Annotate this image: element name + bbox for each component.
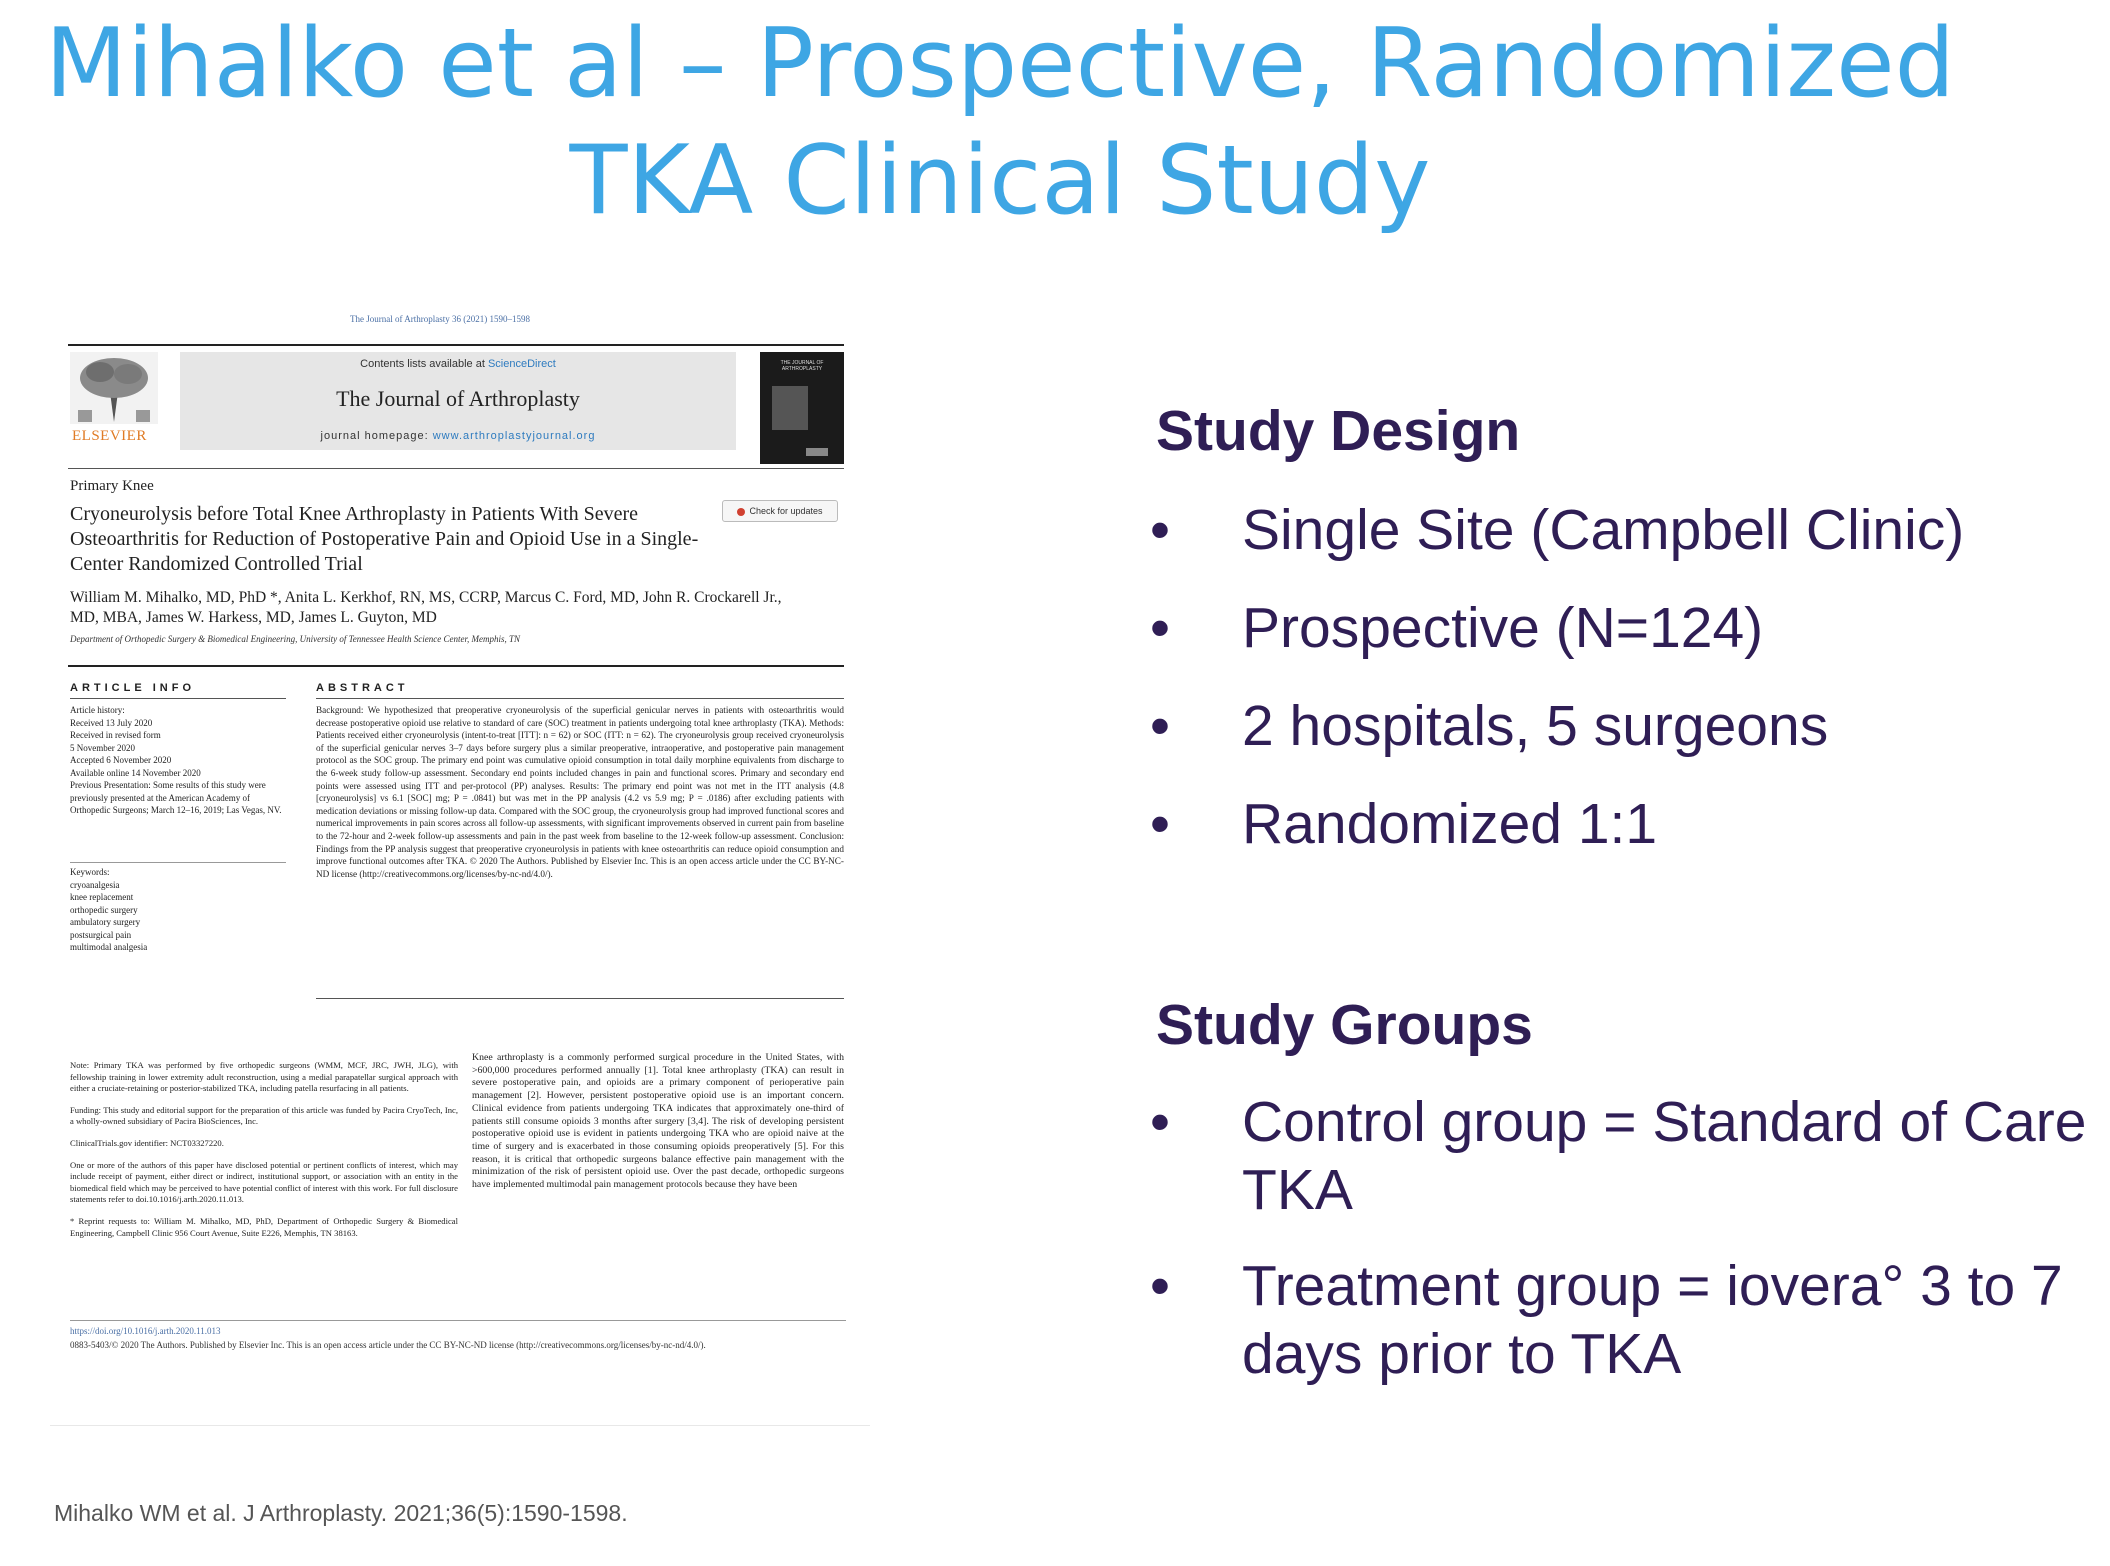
elsevier-tree-logo bbox=[70, 352, 158, 424]
doi-link[interactable]: https://doi.org/10.1016/j.arth.2020.11.013 bbox=[70, 1326, 221, 1336]
check-for-updates-badge[interactable]: Check for updates bbox=[722, 500, 838, 522]
slide-title bbox=[0, 6, 2000, 240]
bullet-marker: • bbox=[1150, 792, 1170, 856]
article-page-image bbox=[50, 300, 870, 1430]
cover-logo bbox=[806, 448, 828, 456]
bullet-marker: • bbox=[1150, 1254, 1170, 1318]
abstract-rule bbox=[316, 698, 844, 699]
groups-bullet-text: Treatment group = iovera° 3 to 7 days prior to TKA bbox=[1242, 1254, 2063, 1386]
design-bullet-text: Prospective (N=124) bbox=[1242, 596, 1764, 660]
footnote-reprints: * Reprint requests to: William M. Mihalko, MD, PhD, Department of Orthopedic Surgery & Biomedical Engineering, Campbell Clinic 956 Court Avenue, Suite E226, Memphis, TN 38163. bbox=[70, 1215, 458, 1238]
bullet-marker: • bbox=[1150, 694, 1170, 758]
bullet-marker: • bbox=[1150, 596, 1170, 660]
abstract-end-rule bbox=[316, 998, 844, 999]
journal-name: The Journal of Arthroplasty bbox=[336, 386, 580, 411]
journal-masthead bbox=[180, 352, 736, 450]
abstract-text: Background: We hypothesized that preoperative cryoneurolysis of the superficial genicular nerves in patients with osteoarthritis would decrease postoperative opioid use relative to standard of care (SOC) treatment in patients undergoing total knee arthroplasty (TKA). Methods: Patients received either cryoneurolysis (intent-to-treat [ITT]: n = 62) or SOC (ITT: n = 62). The cryoneurolysis group received cryoneurolysis of the superficial genicular nerves 3–7 days before surgery plus a similar preoperative, intraoperative, and postoperative pain management protocol as the SOC group. The primary end point was cumulative opioid consumption in total daily morphine equivalents from discharge to the 6-week study follow-up assessment. Secondary end points included changes in pain and functional scores. Primary and secondary end points were assessed using ITT and per-protocol (PP) analyses. Results: The primary end point was not met in the ITT analysis (4.8 [cryoneurolysis] vs 6.1 [SOC] mg; P = .0841) but was met in the PP analysis (4.2 vs 5.9 mg; P = .0186) after excluding patients with medication deviations or missing follow-up data. Compared with the SOC group, the cryoneurolysis group had improved functional scores and numerical improvements in pain scores across all follow-up assessments, with significant improvements observed in current pain from baseline to the 72-hour and 2-week follow-up assessments and pain in the past week from baseline to the 12-week follow-up assessment. Conclusion: Findings from the PP analysis suggest that preoperative cryoneurolysis in patients with knee osteoarthritis can reduce opioid consumption and improve functional outcomes after TKA. © 2020 The Authors. Published by Elsevier Inc. This is an open access article under the CC BY-NC-ND license (http://creativecommons.org/licenses/by-nc-nd/4.0/). bbox=[316, 705, 844, 879]
journal-homepage-line bbox=[180, 430, 736, 442]
study-groups-heading: Study Groups bbox=[1156, 993, 1533, 1057]
article-info-rule bbox=[70, 698, 286, 699]
source-citation: Mihalko WM et al. J Arthroplasty. 2021;36(5):1590-1598. bbox=[54, 1500, 628, 1526]
slide-title-line-2: TKA Clinical Study bbox=[569, 126, 1431, 236]
sciencedirect-link[interactable]: ScienceDirect bbox=[487, 358, 556, 370]
journal-cover-thumbnail bbox=[760, 352, 844, 464]
groups-bullet-text: Control group = Standard of Care TKA bbox=[1242, 1090, 2087, 1222]
homepage-prefix: journal homepage: bbox=[320, 430, 433, 442]
article-history: Article history: Received 13 July 2020 Received in revised form 5 November 2020 Accepted 6 November 2020 Available online 14 November 2020 Previous Presentation: Some results of this study were previously presented at the American Academy of Orthopedic Surgeons; March 12–16, 2019; Las Vegas, NV. bbox=[70, 705, 282, 815]
introduction-text: Knee arthroplasty is a commonly performed surgical procedure in the United States, with >600,000 procedures performed annually [1]. Total knee arthroplasty (TKA) can result in severe postoperative pain, and opioids are a primary component of perioperative pain management [2]. However, persistent postoperative opioid use is an important concern. Clinical evidence from patients undergoing TKA indicates that approximately one-third of patients still consume opioids 3 months after surgery [3,4]. The risk of developing persistent postoperative opioid use is evident in patients undergoing TKA who are opioid naive at the time of surgery and is exacerbated in those consuming opioids preoperatively [5]. For this reason, it is critical that orthopedic surgeons balance effective pain management with the minimization of the risk of persistent opioid use. Over the past decade, orthopedic surgeons have implemented multimodal pain management protocols because they have been bbox=[472, 1052, 844, 1191]
design-bullet-text: 2 hospitals, 5 surgeons bbox=[1242, 694, 1829, 758]
article-authors: William M. Mihalko, MD, PhD *, Anita L. Kerkhof, RN, MS, CCRP, Marcus C. Ford, MD, John R. Crockarell Jr., MD, MBA, James W. Harkess, MD, James L. Guyton, MD bbox=[70, 589, 782, 626]
title-rule bbox=[68, 665, 844, 667]
image-bottom-divider bbox=[50, 1425, 870, 1426]
masthead-rule bbox=[68, 468, 844, 469]
study-design-heading: Study Design bbox=[1156, 399, 1521, 463]
author-affiliation: Department of Orthopedic Surgery & Biomedical Engineering, University of Tennessee Health Science Center, Memphis, TN bbox=[70, 634, 520, 644]
design-bullet-text: Randomized 1:1 bbox=[1242, 792, 1658, 856]
footnote-conflicts: One or more of the authors of this paper have disclosed potential or pertinent conflicts of interest, which may include receipt of payment, either direct or indirect, institutional support, or association with an entity in the biomedical field which may be perceived to have potential conflict of interest with this work. For full disclosure statements refer to doi.10.1016/j.arth.2020.11.013. bbox=[70, 1159, 458, 1205]
contents-line bbox=[180, 358, 736, 370]
footnote-surgery: Note: Primary TKA was performed by five orthopedic surgeons (WMM, MCF, JRC, JWH, JLG), with fellowship training in lower extremity adult reconstruction, using a medial parapatellar surgical approach with either a cruciate-retaining or posterior-stabilized TKA, including patella resurfacing in all patients. bbox=[70, 1060, 458, 1094]
journal-homepage-link[interactable]: www.arthroplastyjournal.org bbox=[432, 430, 596, 442]
footnote-funding: Funding: This study and editorial support for the preparation of this article was funded by Pacira CryoTech, Inc, a wholly-owned subsidiary of Pacira BioSciences, Inc. bbox=[70, 1104, 458, 1127]
bullet-marker: • bbox=[1150, 498, 1170, 562]
abstract-heading: ABSTRACT bbox=[316, 682, 409, 694]
elsevier-wordmark: ELSEVIER bbox=[72, 428, 147, 444]
journal-citation-header: The Journal of Arthroplasty 36 (2021) 1590–1598 bbox=[350, 314, 530, 324]
article-keywords: Keywords: cryoanalgesia knee replacement orthopedic surgery ambulatory surgery postsurgical pain multimodal analgesia bbox=[70, 867, 148, 952]
footnotes bbox=[70, 1060, 458, 1249]
design-bullet-text: Single Site (Campbell Clinic) bbox=[1242, 498, 1965, 562]
cover-title: THE JOURNAL OF ARTHROPLASTY bbox=[780, 360, 824, 372]
article-info-heading: ARTICLE INFO bbox=[70, 682, 195, 694]
keywords-rule bbox=[70, 862, 286, 863]
article-section: Primary Knee bbox=[70, 478, 154, 494]
license-line: 0883-5403/© 2020 The Authors. Published by Elsevier Inc. This is an open access article under the CC BY-NC-ND license (http://creativecommons.org/licenses/by-nc-nd/4.0/). bbox=[70, 1340, 706, 1350]
article-title: Cryoneurolysis before Total Knee Arthroplasty in Patients With Severe Osteoarthritis for Reduction of Postoperative Pain and Opioid Use in a Single-Center Randomized Controlled Trial bbox=[70, 503, 699, 575]
cover-image bbox=[772, 386, 808, 430]
bullet-marker: • bbox=[1150, 1090, 1170, 1154]
contents-prefix: Contents lists available at bbox=[360, 358, 488, 370]
footer-rule bbox=[70, 1320, 846, 1321]
header-rule bbox=[68, 344, 844, 346]
footnote-trial-id: ClinicalTrials.gov identifier: NCT03327220. bbox=[70, 1137, 224, 1148]
slide-title-line-1: Mihalko et al – Prospective, Randomized bbox=[45, 9, 1955, 119]
